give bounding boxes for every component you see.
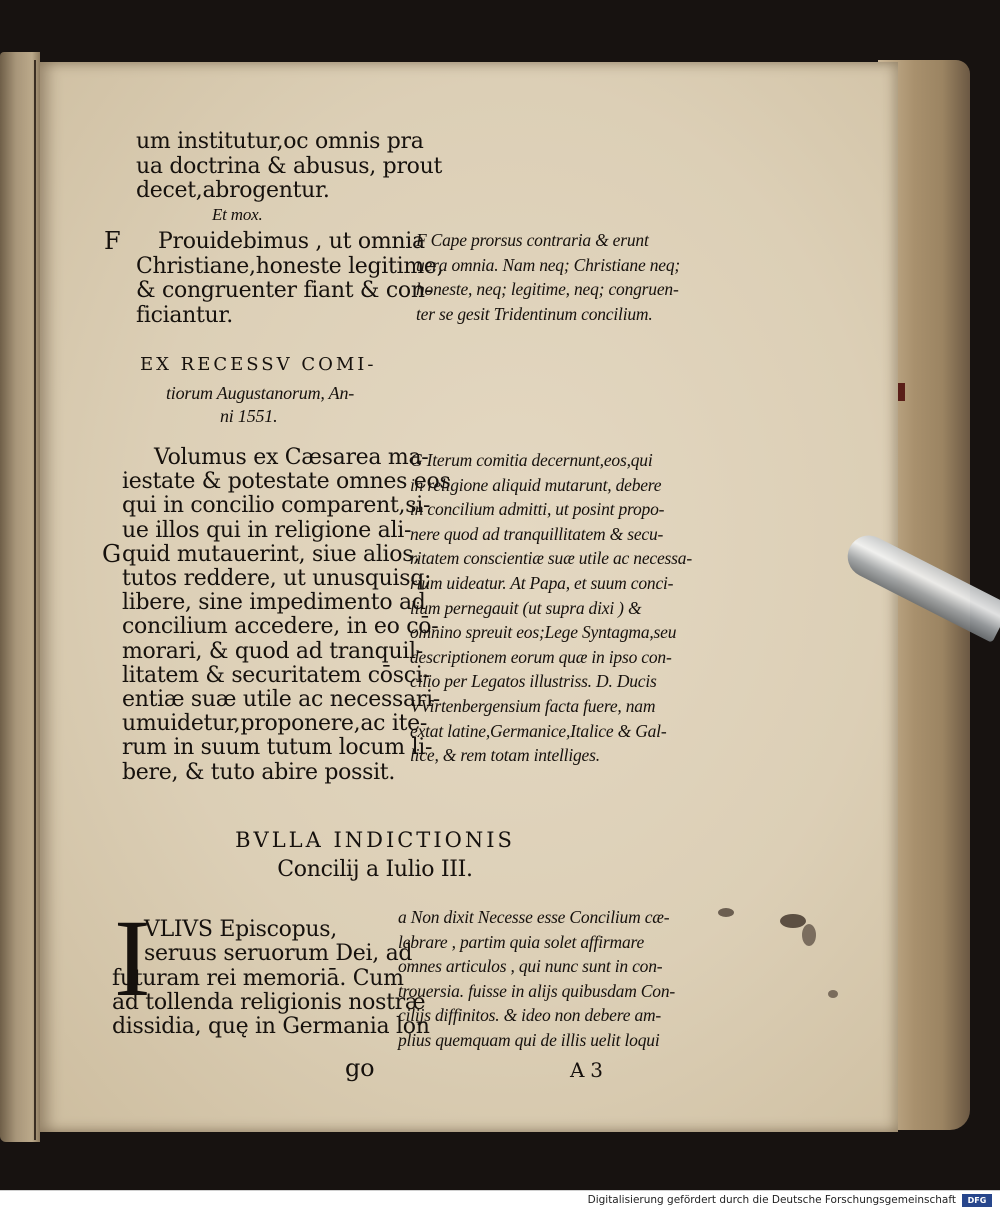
note-line: in religione aliquid mutarunt, debere — [410, 474, 662, 495]
text-line: rum in suum tutum locum li- — [122, 735, 433, 761]
text-block-bulla — [112, 918, 430, 1039]
text-line: decet,abrogentur. — [136, 178, 330, 203]
note-line: plius quemquam qui de illis uelit loqui — [398, 1029, 660, 1050]
footer-bar — [0, 1190, 1000, 1211]
text-line: ficiantur. — [136, 302, 233, 328]
text-line: VLIVS Episcopus, — [144, 917, 337, 942]
text-line: futuram rei memoriā. Cum — [112, 965, 404, 991]
note-line: cilijs diffinitos. & ideo non debere am- — [398, 1005, 662, 1026]
text-block-g — [122, 446, 450, 785]
note-line: honeste, neq; legitime, neq; congruen- — [416, 279, 679, 299]
note-line: descriptionem eorum quæ in ipso con- — [410, 646, 672, 667]
margin-letter-g: G — [102, 540, 121, 568]
text-line: seruus seruorum Dei, ad — [144, 941, 413, 967]
text-line: ue illos qui in religione ali- — [122, 517, 412, 543]
recess-subheading: tiorum Augustanorum, An- — [166, 383, 355, 403]
text-line: qui in concilio comparent,si- — [122, 493, 431, 519]
note-line: lium pernegauit (ut supra dixi ) & — [410, 597, 642, 618]
note-line: ritatem conscientiæ suæ utile ac necessa- — [410, 548, 692, 569]
note-line: lice, & rem totam intelliges. — [410, 745, 600, 766]
text-line: bere, & tuto abire possit. — [122, 759, 396, 785]
ink-stain — [828, 990, 838, 998]
note-line: extat latine,Germanice,Italice & Gal- — [410, 720, 667, 741]
bulla-subheading: Concilij a Iulio III. — [277, 857, 473, 882]
note-line: lebrare , partim quia solet affirmare — [398, 931, 645, 952]
ink-stain — [718, 908, 734, 917]
signature-mark: A 3 — [570, 1058, 603, 1082]
note-line: cilio per Legatos illustriss. D. Ducis — [410, 671, 657, 692]
text-block-top — [136, 130, 442, 204]
text-line: ad tollenda religionis nostræ — [112, 989, 426, 1015]
text-line: iestate & potestate omnes eos — [122, 469, 451, 495]
note-line: VVirtenbergensium facta fuere, nam — [410, 695, 656, 716]
note-line: uera omnia. Nam neq; Christiane neq; — [416, 254, 681, 275]
ink-stain — [802, 924, 816, 946]
text-line: tutos reddere, ut unusquisq; — [122, 566, 432, 592]
catchword: go — [345, 1054, 375, 1082]
text-line: um institutur,oc omnis pra — [136, 129, 424, 154]
text-line: Prouidebimus , ut omnia — [158, 229, 425, 254]
note-line: F Cape prorsus contraria & erunt — [416, 230, 649, 250]
text-line: Volumus ex Cæsarea ma- — [154, 445, 429, 470]
text-line: umuidetur,proponere,ac ite- — [122, 711, 427, 737]
text-line: quid mutauerint, siue alios, — [122, 541, 420, 567]
text-line: dissidia, quę in Germania lon — [112, 1014, 430, 1040]
note-line: a Non dixit Necesse esse Concilium cæ- — [398, 907, 670, 927]
et-mox-label: Et mox. — [212, 205, 263, 224]
note-line: omnino spreuit eos;Lege Syntagma,seu — [410, 622, 677, 643]
note-line: in concilium admitti, ut posint propo- — [410, 499, 665, 520]
dfg-logo: DFG — [962, 1194, 992, 1207]
text-line: Christiane,honeste legitime, — [136, 253, 444, 279]
marginal-note-a — [398, 905, 675, 1053]
note-line: omnes articulos , qui nunc sunt in con- — [398, 956, 663, 977]
text-line: & congruenter fiant & con- — [136, 278, 432, 303]
gutter-line — [34, 60, 36, 1140]
note-line: trouersia. fuisse in alijs quibusdam Con- — [398, 980, 676, 1001]
recess-heading: EX RECESSV COMI- — [140, 354, 377, 375]
marginal-note-g — [410, 448, 692, 768]
ink-stain — [780, 914, 806, 928]
text-block-f — [136, 230, 443, 328]
text-line: morari, & quod ad tranquil- — [122, 638, 423, 664]
funding-credit: Digitalisierung gefördert durch die Deutsche Forschungsgemeinschaft — [587, 1194, 956, 1206]
margin-letter-f: F — [104, 227, 121, 255]
bulla-heading: BVLLA INDICTIONIS — [235, 828, 515, 852]
drop-cap-initial: I — [114, 897, 151, 1019]
text-line: litatem & securitatem cōsci- — [122, 662, 430, 688]
text-line: ua doctrina & abusus, prout — [136, 153, 443, 179]
text-line: libere, sine impedimento ad — [122, 590, 426, 616]
text-line: entiæ suæ utile ac necessari- — [122, 687, 440, 713]
note-line: nere quod ad tranquillitatem & secu- — [410, 523, 664, 544]
note-line: rium uideatur. At Papa, et suum conci- — [410, 572, 674, 593]
note-line: ter se gesit Tridentinum concilium. — [416, 303, 653, 324]
text-line: concilium accedere, in eo cō- — [122, 614, 439, 640]
recess-subheading-year: ni 1551. — [220, 406, 278, 426]
marginal-note-f — [416, 228, 680, 326]
note-line: G Iterum comitia decernunt,eos,qui — [410, 450, 653, 470]
